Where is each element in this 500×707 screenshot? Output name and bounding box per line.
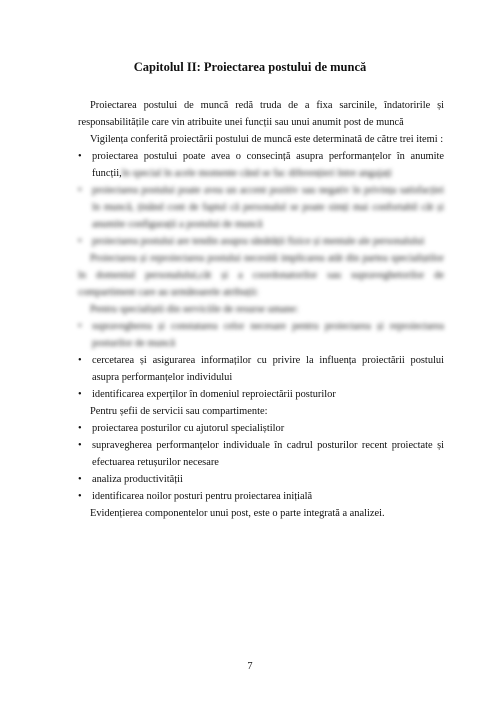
list-consequences: [78, 148, 444, 250]
page-number: 7: [247, 661, 253, 672]
list-item: • cercetarea și asigurarea informaților cu privire la influența proiectării postului asupra performanțelor individului: [78, 352, 444, 386]
paragraph-involvement: Proiectarea și reproiectarea postului necesită implicarea atât din partea specialiștilor în domeniul personalului,cât și a coordonatorilor sau supraveghetorilor de compartiment care au următoarele atribuții:: [78, 253, 444, 298]
list-item: • supravegherea performanțelor individuale în cadrul posturilor recent proiectate și efectuarea retușurilor necesare: [78, 437, 444, 471]
document-body: [78, 97, 444, 522]
list-department-tasks: [78, 420, 444, 505]
paragraph-hr-specialists: Pentru specialiștii din serviciile de resurse umane:: [90, 304, 299, 315]
list-item: [78, 148, 444, 182]
list-item: • analiza productivității: [78, 471, 444, 488]
list-item: • supravegherea și constatarea celor necesare pentru proiectarea și reproiectarea posturilor de muncă: [78, 318, 444, 352]
paragraph-intro: Proiectarea postului de muncă redă truda de a fixa sarcinile, îndatoririle și responsabilitățile care vin atribuite unei funcții sau unui anumit post de muncă: [78, 100, 444, 128]
list-item: • identificarea experților în domeniul reproiectării posturilor: [78, 386, 444, 403]
list-item: • proiectarea posturilor cu ajutorul specialiștilor: [78, 420, 444, 437]
list-item-text-partial-blur: proiectarea postului poate avea o consecință asupra performanțelor în anumite funcții,: [92, 151, 444, 179]
list-item-text-blurred: în special în acele momente când se fac diferențieri între angajați: [121, 168, 392, 179]
list-hr-tasks: [78, 318, 444, 403]
paragraph-components: Evidențierea componentelor unui post, este o parte integrată a analizei.: [90, 508, 385, 519]
page-title: Capitolul II: Proiectarea postului de muncă: [133, 60, 367, 74]
list-item: • identificarea noilor posturi pentru proiectarea inițială: [78, 488, 444, 505]
paragraph-vigilance: Vigilența conferită proiectării postului de muncă este determinată de către trei itemi :: [90, 134, 444, 145]
list-item: • proiectarea postului poate avea un accent pozitiv sau negativ în privința satisfacției în muncă, ținând cont de faptul că personalul se poate simți mai confortabil cât și anumite configurații a postului de muncă: [78, 182, 444, 233]
paragraph-department-heads: Pentru șefii de servicii sau compartimente:: [90, 406, 268, 417]
list-item: • proiectarea postului are tendin asupra sănătății fizice și mentale ale personalului: [78, 233, 444, 250]
